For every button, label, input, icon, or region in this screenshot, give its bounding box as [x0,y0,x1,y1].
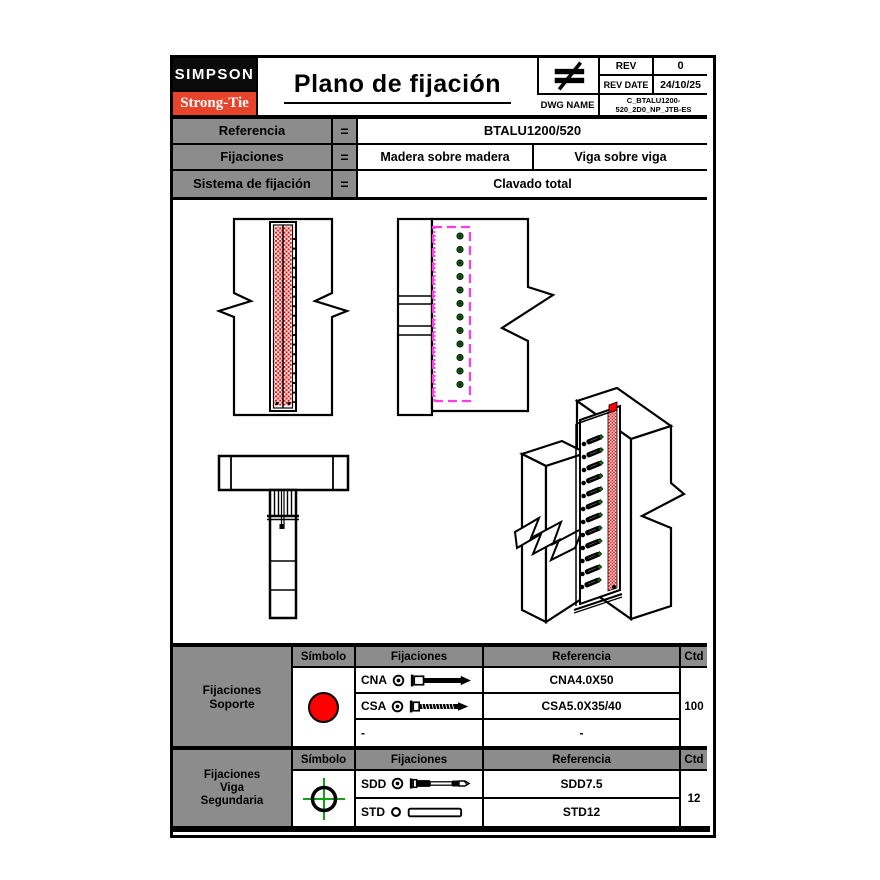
ref-row1-value: BTALU1200/520 [356,119,707,145]
csa-symbol-icon [391,700,404,713]
soporte-row-cna [356,668,484,694]
ref-row2-eq: = [331,145,356,171]
page-title: Plano de fijación [284,70,511,104]
soporte-header-referencia: Referencia [484,647,681,668]
dwg-name-value: C_BTALU1200-520_2D0_NP_JTB-ES [615,96,692,114]
rev-date-label: REV DATE [600,76,652,95]
dowel-crosshair-symbol-icon [302,777,346,821]
nail-strip [608,410,617,591]
cna-code: CNA [361,673,387,687]
plan-view [219,456,348,618]
viga-row-sdd [356,771,484,799]
soporte-ref-csa: CSA5.0X35/40 [484,694,681,720]
std-rod-icon [407,805,473,820]
csa-screw-icon [409,699,475,714]
nail-field-right [284,227,292,406]
viga-header-ctd: Ctd [681,750,707,771]
sdd-dowel-icon [409,776,475,791]
bottom-border-bar [170,826,710,832]
cna-nail-icon [410,673,476,688]
rev-label: REV [600,58,652,76]
viga-title-cell: Fijaciones Viga Segundaria [173,750,293,826]
viga-ref-std: STD12 [484,799,681,827]
soporte-row-csa [356,694,484,720]
viga-header-fijaciones: Fijaciones [356,750,484,771]
soporte-title-cell: Fijaciones Soporte [173,647,293,746]
ref-row2-value1: Madera sobre madera [356,145,532,171]
dwg-name-label: DWG NAME [537,95,600,115]
soporte-row-empty [356,720,484,746]
projection-symbol-cell [537,58,600,95]
ref-row3-label: Sistema de fijación [173,171,331,197]
std-code: STD [361,805,385,820]
cna-symbol-icon [392,674,405,687]
isometric-view [515,388,684,622]
technical-drawings [170,198,710,644]
viga-ctd-value: 12 [687,792,701,805]
soporte-ref-cna: CNA4.0X50 [484,668,681,694]
title-cell [258,58,537,115]
side-view [398,219,553,415]
logo-simpson-text: SIMPSON [173,58,256,90]
sdd-code: SDD [361,776,387,791]
logo-strongtie-text: Strong-Tie [173,90,256,115]
ref-row3-value: Clavado total [356,171,707,197]
ref-row3-eq: = [331,171,356,197]
ref-row2-value2: Viga sobre viga [532,145,707,171]
viga-symbol-cell [293,771,356,826]
empty-code: - [361,726,365,740]
ref-row1-label: Referencia [173,119,331,145]
std-symbol-icon [390,806,402,818]
viga-ref-sdd: SDD7.5 [484,771,681,799]
rev-value: 0 [652,58,707,76]
soporte-ref-empty: - [484,720,681,746]
soporte-header-simbolo: Símbolo [293,647,356,668]
soporte-header-fijaciones: Fijaciones [356,647,484,668]
support-nail-symbol-icon [308,692,339,723]
viga-header-simbolo: Símbolo [293,750,356,771]
ref-row1-eq: = [331,119,356,145]
soporte-header-ctd: Ctd [681,647,707,668]
ref-row2-label: Fijaciones [173,145,331,171]
soporte-symbol-cell [293,668,356,746]
front-view [219,219,347,415]
csa-code: CSA [361,699,387,713]
rev-date-value: 24/10/25 [652,76,707,95]
not-equal-projection-icon [544,60,594,92]
sdd-symbol-icon [391,777,404,790]
soporte-ctd-value: 100 [684,701,704,713]
viga-row-std [356,799,484,827]
viga-header-referencia: Referencia [484,750,681,771]
simpson-strongtie-logo [173,58,258,115]
nail-field-left [275,227,283,406]
